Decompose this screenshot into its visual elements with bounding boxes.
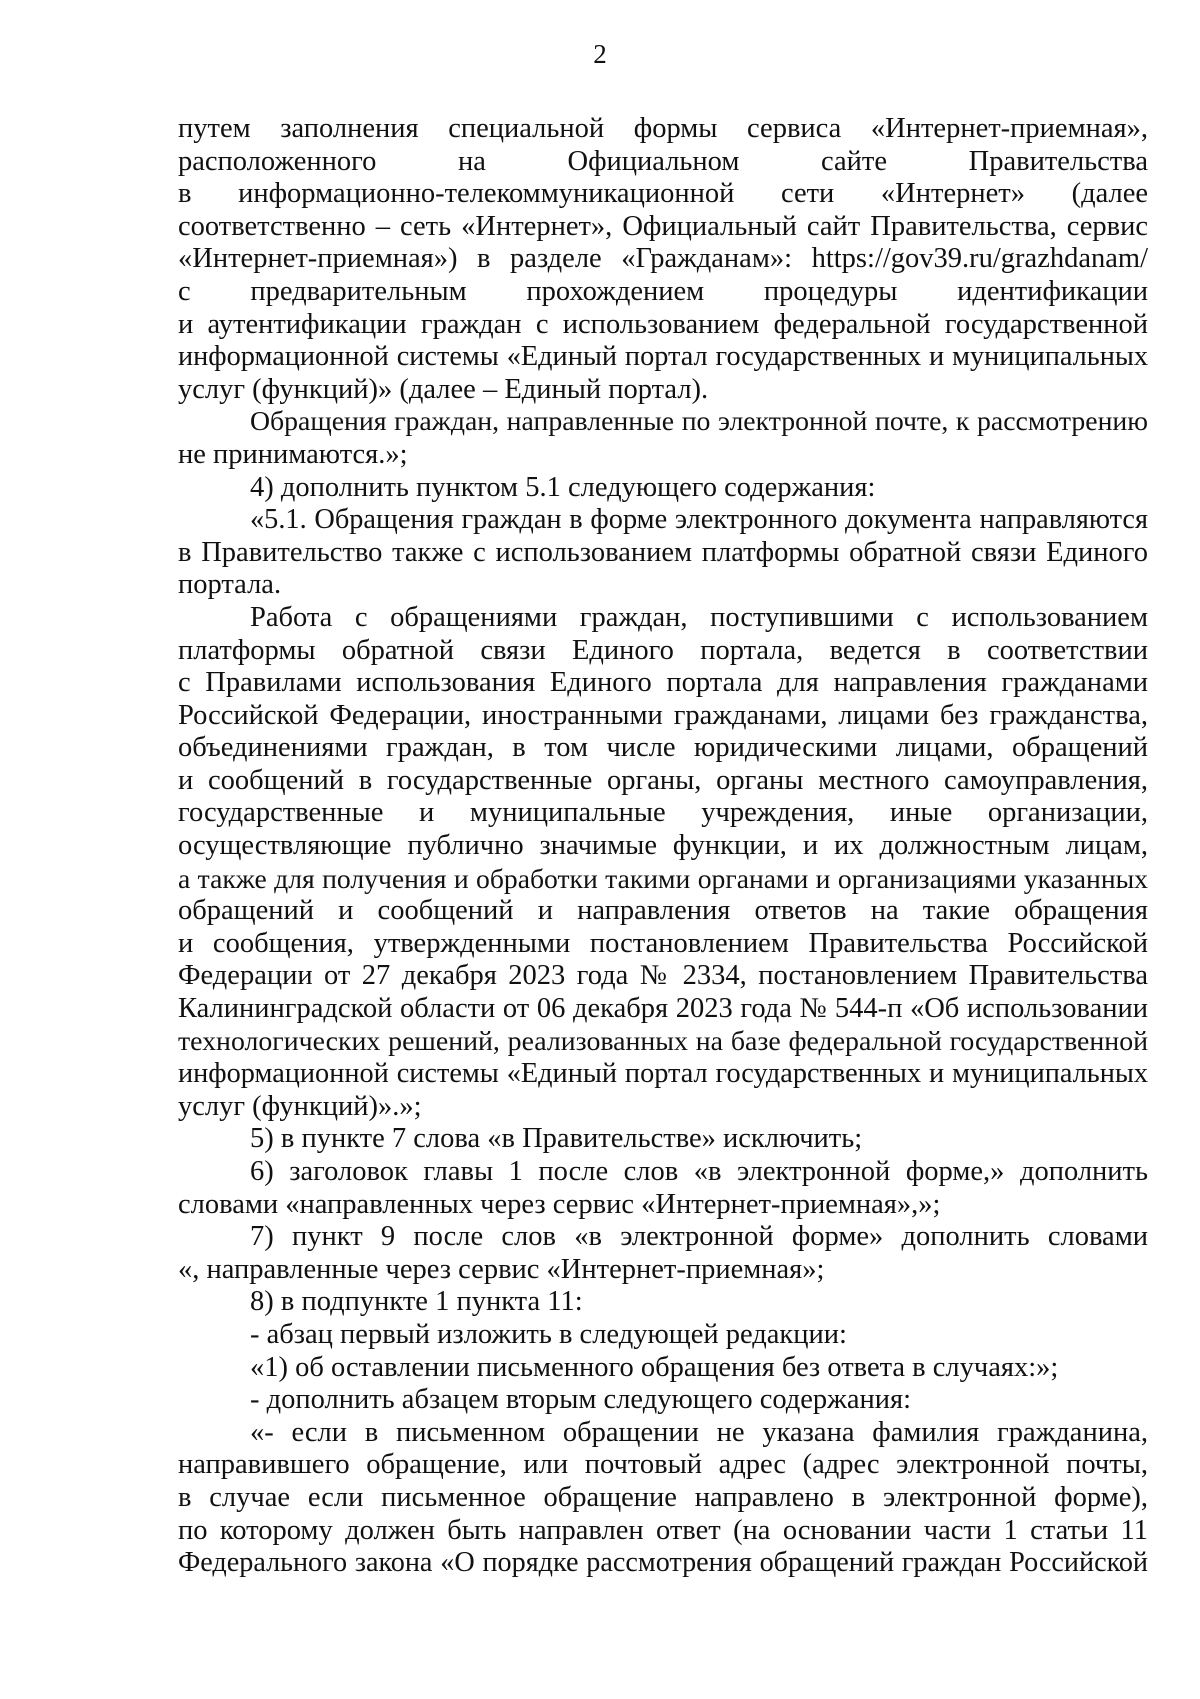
text-line: с Правилами использования Единого портала для направления гражданами [178,667,1148,699]
text-line: - дополнить абзацем вторым следующего содержания: [250,1384,912,1416]
text-line: информационной системы «Единый портал государственных и муниципальных [178,341,1148,373]
text-line: не принимаются.»; [178,438,408,470]
text-line: «- если в письменном обращении не указана фамилия гражданина, [250,1416,1148,1448]
text-line: Работа с обращениями граждан, поступившими с использованием [250,601,1148,633]
text-line: 8) в подпункте 1 пункта 11: [250,1286,583,1318]
text-line: в Правительство также с использованием платформы обратной связи Единого [178,536,1148,568]
text-line: 5) в пункте 7 слова «в Правительстве» исключить; [250,1123,863,1155]
text-line: 6) заголовок главы 1 после слов «в электронной форме,» дополнить [250,1156,1148,1187]
text-line: словами «направленных через сервис «Интернет-приемная»,»; [178,1188,941,1220]
text-line: портала. [178,569,282,601]
text-line: государственные и муниципальные учреждения, иные организации, [178,797,1148,829]
text-line: с предварительным прохождением процедуры идентификации [178,275,1148,307]
text-line: Обращения граждан, направленные по электронной почте, к рассмотрению [250,406,1148,438]
text-line: платформы обратной связи Единого портала, ведется в соответствии [178,634,1148,666]
text-line: «Интернет-приемная») в разделе «Гражданам»: https://gov39.ru/grazhdanam/ [178,243,1148,275]
text-line: расположенного на Официальном сайте Правительства [178,145,1148,177]
text-line: услуг (функций)» (далее – Единый портал). [178,373,709,405]
text-line: по которому должен быть направлен ответ (на основании части 1 статьи 11 [178,1514,1148,1546]
text-line: соответственно – сеть «Интернет», Официальный сайт Правительства, сервис [178,210,1148,242]
text-line: и сообщения, утвержденными постановлением Правительства Российской [178,927,1148,959]
text-line: в случае если письменное обращение направлено в электронной форме), [178,1481,1148,1513]
text-line: Российской Федерации, иностранными гражданами, лицами без гражданства, [178,699,1148,731]
text-line: обращений и сообщений и направления ответов на такие обращения [178,895,1148,927]
text-line: информационной системы «Единый портал государственных и муниципальных [178,1058,1148,1090]
text-line: в информационно-телекоммуникационной сети «Интернет» (далее [178,178,1148,210]
text-line: 7) пункт 9 после слов «в электронной форме» дополнить словами [250,1221,1148,1253]
text-line: осуществляющие публично значимые функции, и их должностным лицам, [178,830,1148,862]
text-line: технологических решений, реализованных на базе федеральной государственной [178,1025,1148,1057]
text-line: 4) дополнить пунктом 5.1 следующего содержания: [250,471,876,503]
text-line: Федерации от 27 декабря 2023 года № 2334, постановлением Правительства [178,960,1148,992]
text-line: и сообщений в государственные органы, органы местного самоуправления, [178,764,1148,796]
text-line: Федерального закона «О порядке рассмотрения обращений граждан Российской [178,1547,1148,1579]
text-line: услуг (функций)».»; [178,1090,422,1122]
text-line: направившего обращение, или почтовый адрес (адрес электронной почты, [178,1449,1148,1481]
page-number: 2 [593,39,607,69]
text-line: а также для получения и обработки такими органами и организациями указанных [178,862,1148,894]
document-body [178,113,1148,1580]
text-line: Калининградской области от 06 декабря 2023 года № 544-п «Об использовании [178,993,1148,1025]
text-line: и аутентификации граждан с использованием федеральной государственной [178,308,1148,340]
text-line: - абзац первый изложить в следующей редакции: [250,1318,847,1350]
text-line: путем заполнения специальной формы сервиса «Интернет-приемная», [178,113,1148,144]
text-line: «1) об оставлении письменного обращения без ответа в случаях:»; [250,1351,1059,1383]
text-line: «5.1. Обращения граждан в форме электронного документа направляются [250,504,1148,536]
text-line: объединениями граждан, в том числе юридическими лицами, обращений [178,732,1148,764]
text-line: «, направленные через сервис «Интернет-приемная»; [178,1253,825,1285]
